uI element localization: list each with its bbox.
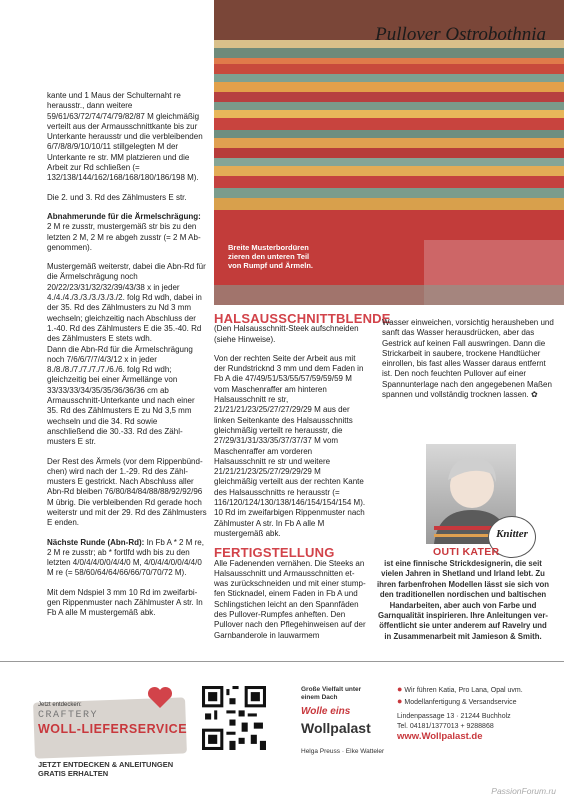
footer-divider (0, 661, 564, 662)
author-bio: ist eine finnische Strickdesignerin, die seit vielen Jahren in Shetland und Irland lebt. Zu ihren farbenfrohen Modellen lässt sie sich von den traditionellen nordischen und baltischen Handarbeiten, aber auch von Farbe und Garnqualität inspirieren. Ihre Anleitungen veröffentlicht sie unter anderem auf Ravelry und in Zusammenarbeit mit Jamieson & Smith. (376, 559, 549, 641)
wolle-eins-logo: Wolle eins (301, 706, 351, 717)
column-2 (214, 311, 391, 650)
paragraph (47, 212, 207, 253)
author-name: OUTI KATER (433, 546, 500, 558)
photo-caption: Breite Musterbordüren zieren den unteren Teil von Rumpf und Ärmeln. (228, 243, 313, 270)
ad-details (397, 684, 523, 742)
ad-address: Lindenpassage 13 · 21244 Buchholz (397, 713, 511, 720)
ad-brand: CRAFTERY (38, 710, 99, 721)
sweater-photo (214, 0, 564, 305)
paragraph: Dann die Abn-Rd für die Ärmelschrägung noch 7/6/6/7/7/4/3/12 x in jeder 8./8./8./7./7./7./7./6./6. folg Rd wdh; gleichzeitig bei einer Ärmellänge von 33/33/33/34/35/35/36/36/36 cm ab Armausschnitt-Unterkante und nach einer 35. Rd des Zählmusters E zu Nd 3,5 mm wechseln und die 34. Rd sowie anschließend die 30.-33. Rd des Zählmusters E str. (47, 344, 195, 447)
ad-detail-text: Modellanfertigung & Versandservice (404, 699, 517, 706)
qr-code-icon[interactable] (202, 686, 266, 750)
paragraph (382, 318, 554, 400)
ad-detail-line: ● Wir führen Katia, Pro Lana, Opal uvm. (397, 684, 523, 694)
paragraph: Mustergemäß weiterstr, dabei die Abn-Rd für die Ärmelschrägung noch 20/22/23/31/32/32/39/43/38 x in jeder 4./4./4./3./3./3./3./3./2. folg Rd wdh, dabei in der 35. Rd des Zählmusters zu Nd 3 mm wechseln; gleichzeitig nach Abschluss der 1.-40. Rd des Zählmusters E die 35.-40. Rd des Zählmusters E stets wdh. (47, 262, 206, 344)
wollpalast-ad[interactable] (289, 684, 551, 758)
subheading: Nächste Runde (Abn-Rd): (47, 537, 145, 547)
paragraph: Alle Fadenenden vernähen. Die Steeks an Halsausschnitt und Armausschnitten etwas zurückschneiden und mit einer stumpfen Sticknadel, einem Faden in Fb A und Schlingstichen leicht an den Spannfäden des Pullover-Rumpfes anheften. Den Pullover nach den Pflegehinweisen auf der Garnbanderole in lauwarmem (214, 558, 366, 640)
paragraph-text: Wasser einweichen, vorsichtig herausheben und sanft das Wasser herausdrücken, aber das Gestrick auf keinen Fall auswringen. Dann die Strickarbeit in saubere, trockene Handtücher einrollen, bis fast alles Wasser daraus entfernt ist. Den noch feuchten Pullover auf einer Spannunterlage nach den angegebenen Maßen spannen und vollständig trocknen lassen. (382, 318, 554, 400)
craftery-ad[interactable] (14, 682, 190, 780)
subheading: Abnahmerunde für die Ärmelschrägung: (47, 211, 201, 221)
ad-header (301, 686, 361, 702)
ad-tagline (38, 760, 173, 778)
wollpalast-logo: Wollpalast (301, 720, 371, 736)
ad-subline: Jetzt entdecken: (38, 702, 82, 708)
ad-detail-text: Wir führen Katia, Pro Lana, Opal uvm. (404, 687, 523, 694)
paragraph: Von der rechten Seite der Arbeit aus mit der Rundstricknd 3 mm und dem Faden in Fb A die 47/49/51/53/55/57/59/59/59 M vom Maschenraffer am hinteren Halsausschnitt re str, 21/21/21/23/25/27/27/29/29 M aus der linken Seitenkante des Halsausschnitts gleichmäßig verteilt re herausstr, die 27/29/31/31/33/35/37/37/37 M vom Maschenraffer am vorderen Halsausschnitt re str und weitere 21/21/21/23/25/27/29/29/29 M gleichmäßig verteilt aus der rechten Kante des Halsausschnitts re herausstr (= 116/120/124/130/138/146/154/154/154 M). 10 Rd im zweifarbigen Rippenmuster nach Zählmuster A str. In Fb A alle M mustergemäß abk. (214, 353, 366, 538)
paragraph: kante und 1 Maus der Schulternaht re herausstr., dann weitere 59/61/63/72/74/74/79/82/87 M gleichmäßig verteilt aus der Armausschnittkante bis zur Unterkante herausstr und die verbleibenden 6/7/8/8/9/10/10/11 stillgelegten M der Unterkante re str. MM platzieren und die Arbeit zur Rd schließen (= 132/138/144/162/168/168/180/186/198 M). (47, 91, 203, 183)
watermark: PassionForum.ru (491, 786, 556, 796)
end-mark: ✿ (531, 390, 538, 400)
knitter-badge: Knitter (488, 516, 536, 558)
column-1 (47, 91, 207, 628)
paragraph (47, 538, 207, 579)
paragraph: (Den Halsausschnitt-Steek aufschneiden (siehe Hinweise). (214, 324, 359, 344)
paragraph: Mit dem Ndspiel 3 mm 10 Rd im zweifarbigen Rippenmuster nach Zählmuster A str. In Fb A alle M mustergemäß abk. (47, 587, 203, 618)
ad-url-link[interactable]: www.Wollpalast.de (397, 731, 483, 742)
ad-header-1: Große Vielfalt unter (301, 686, 362, 693)
ad-detail-line: ● Modellanfertigung & Versandservice (397, 696, 517, 706)
column-3 (382, 318, 554, 409)
ad-title: WOLL-LIEFERSERVICE (38, 722, 188, 736)
paragraph: Der Rest des Ärmels (vor dem Rippenbündchen) wird nach der 1.-29. Rd des Zählmusters E gestrickt. Nach Abschluss aller Abn-Rd bleiben 76/80/84/84/88/88/92/92/96 M übrig. Die verbleibenden Rd gerade hoch weiterstr und mit der 29. Rd des Zählmusters E enden. (47, 456, 207, 528)
paragraph-text: In Fb A * 2 M re, 2 M re zusstr; ab * fortlfd wdh bis zu den letzten 4/0/4/4/0/0/4/4/0 M, 4/0/4/4/0/0/4/4/0 M re (= 58/60/64/64/66/66/70/70/72 M). (47, 537, 204, 578)
photo-title: Pullover Ostrobothnia (375, 24, 546, 45)
heart-icon (146, 686, 174, 710)
ad-tagline-2: GRATIS ERHALTEN (38, 769, 109, 778)
ad-owner-names: Helga Preuss · Elke Watteler (301, 748, 385, 755)
ad-tagline-1: JETZT ENTDECKEN & ANLEITUNGEN (38, 760, 174, 769)
ad-header-2: einem Dach (301, 694, 338, 701)
section-heading-fertig: FERTIGSTELLUNG (214, 545, 335, 561)
paragraph-text: 2 M re zusstr, mustergemäß str bis zu den letzten 2 M, 2 M re abgeh zusstr (= 2 M Abgenommen). (47, 222, 201, 252)
section-heading-hals: HALSAUSSCHNITTBLENDE (214, 311, 391, 326)
paragraph: Die 2. und 3. Rd des Zählmusters E str. (47, 192, 187, 202)
ad-phone: Tel. 04181/1377013 + 9288868 (397, 723, 494, 730)
